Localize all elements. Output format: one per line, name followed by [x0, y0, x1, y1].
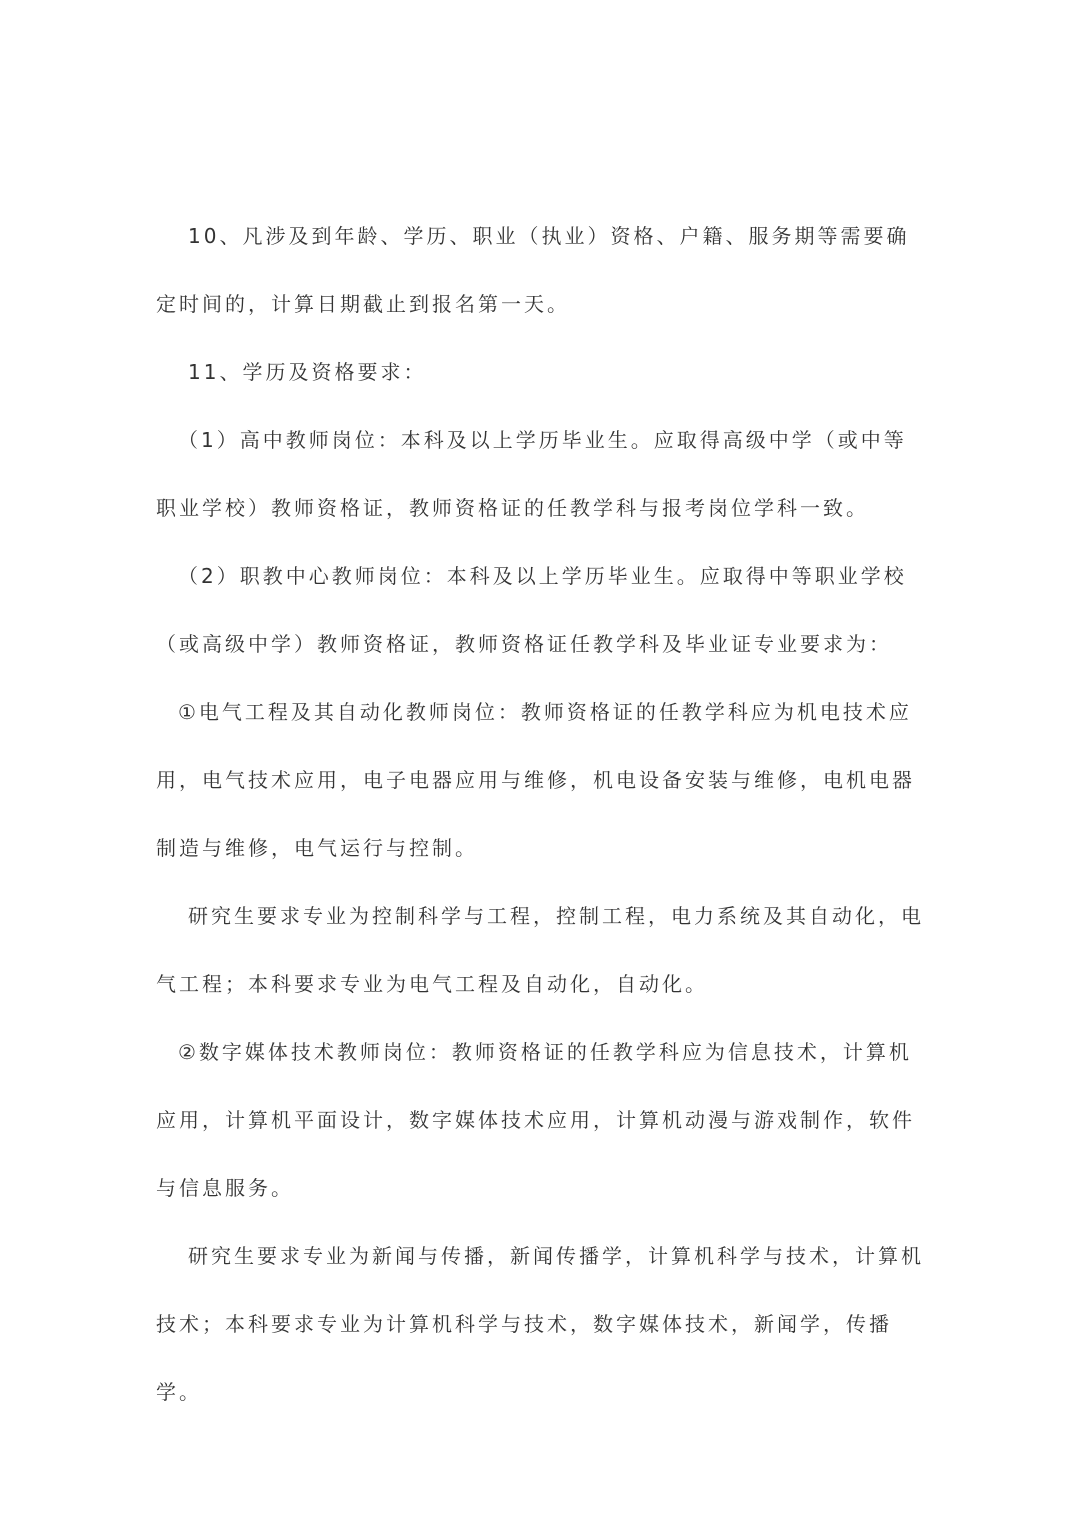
paragraph-education-requirements-heading: 11、学历及资格要求： [188, 360, 427, 384]
paragraph-digital-media-post: ②数字媒体技术教师岗位：教师资格证的任教学科应为信息技术，计算机应用，计算机平面设计，数字媒体技术应用，计算机动漫与游戏制作，软件与信息服务。 [156, 1040, 915, 1200]
document-body [156, 202, 926, 1426]
paragraph-high-school-teacher: （1）高中教师岗位：本科及以上学历毕业生。应取得高级中学（或中等职业学校）教师资格证，教师资格证的任教学科与报考岗位学科一致。 [156, 428, 907, 520]
paragraph-age-calculation: 10、凡涉及到年龄、学历、职业（执业）资格、户籍、服务期等需要确定时间的，计算日期截止到报名第一天。 [156, 224, 910, 316]
paragraph-electrical-majors: 研究生要求专业为控制科学与工程，控制工程，电力系统及其自动化，电气工程；本科要求专业为电气工程及自动化，自动化。 [156, 904, 924, 996]
paragraph-electrical-engineering-post: ①电气工程及其自动化教师岗位：教师资格证的任教学科应为机电技术应用，电气技术应用，电子电器应用与维修，机电设备安装与维修，电机电器制造与维修，电气运行与控制。 [156, 700, 915, 860]
paragraph-digital-media-majors: 研究生要求专业为新闻与传播，新闻传播学，计算机科学与技术，计算机技术；本科要求专业为计算机科学与技术，数字媒体技术，新闻学，传播学。 [156, 1244, 924, 1404]
paragraph-vocational-teacher: （2）职教中心教师岗位：本科及以上学历毕业生。应取得中等职业学校（或高级中学）教师资格证，教师资格证任教学科及毕业证专业要求为： [156, 564, 907, 656]
